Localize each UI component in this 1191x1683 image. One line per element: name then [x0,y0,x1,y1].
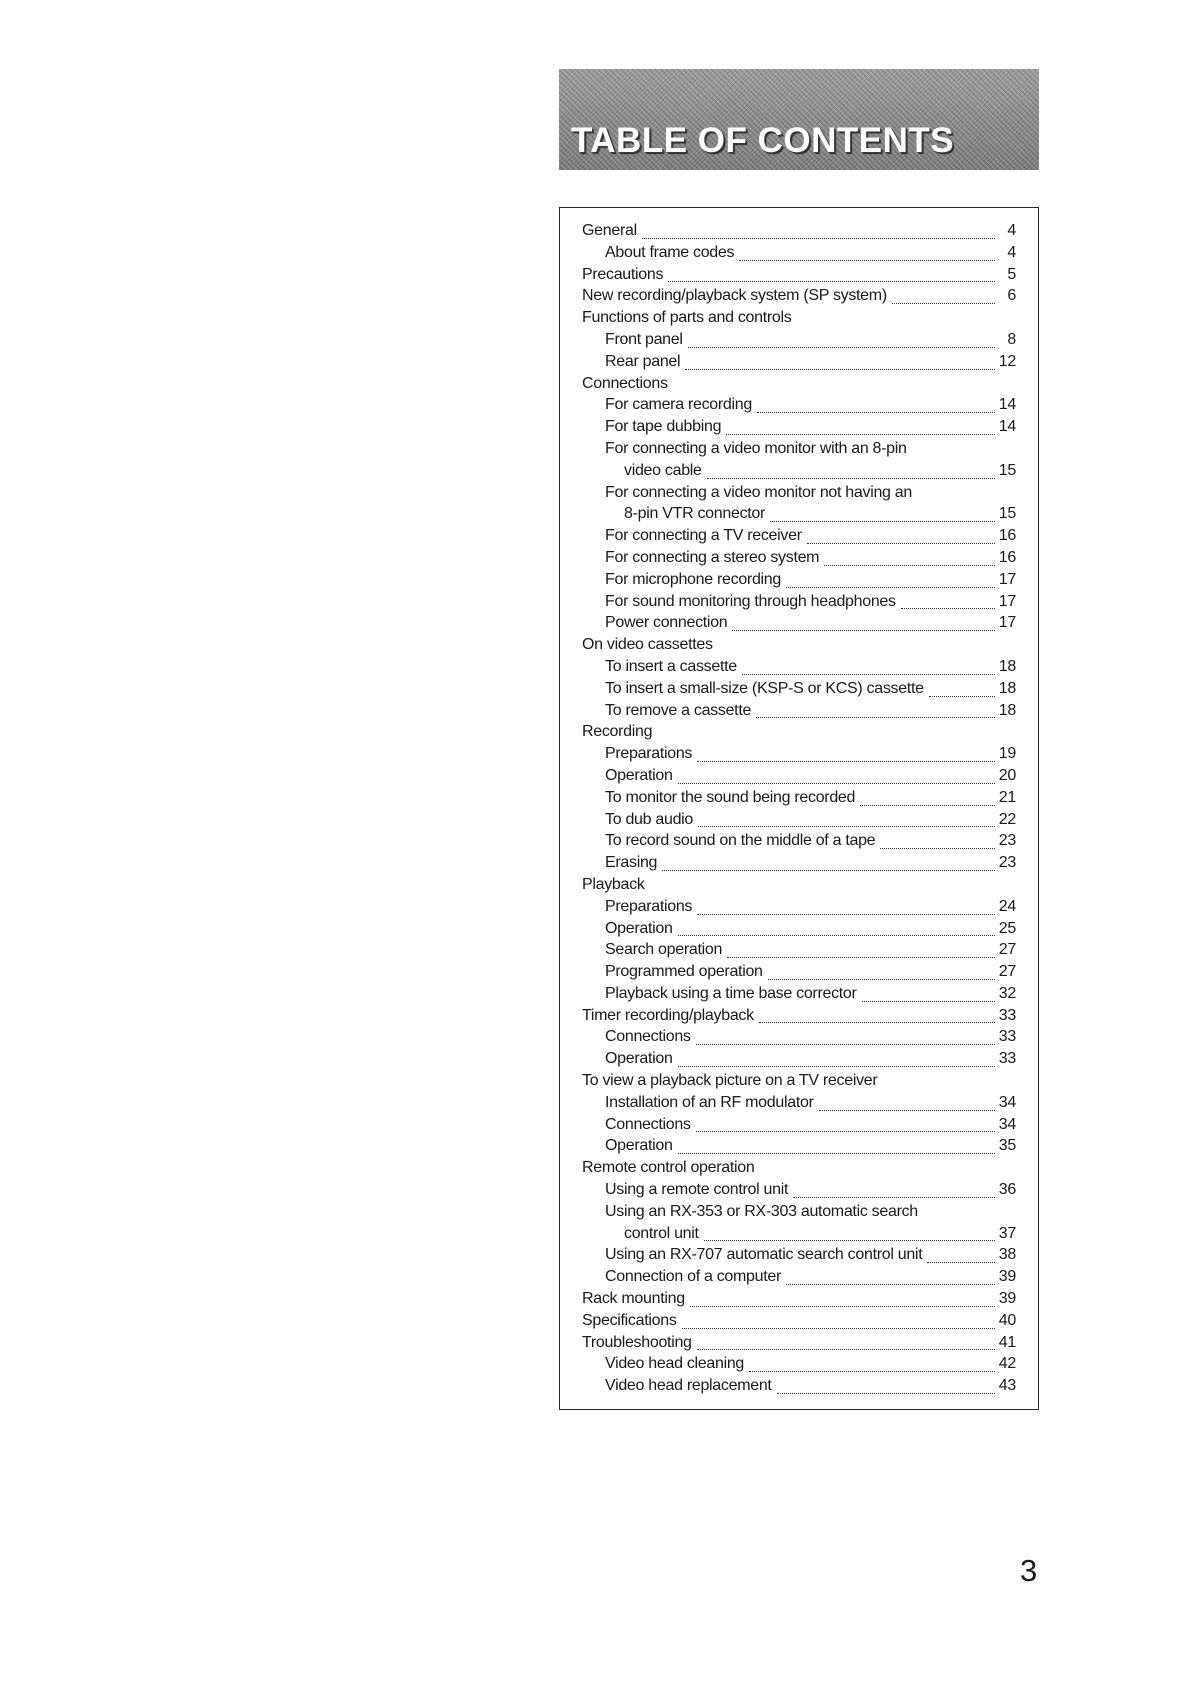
toc-entry-page: 40 [998,1311,1016,1329]
toc-entry-page: 33 [998,1050,1016,1068]
dot-leader [696,1130,995,1132]
toc-entry [582,1050,1016,1072]
header-band [559,69,1039,170]
toc-entry-page: 8 [1007,330,1016,348]
toc-entry-title: Using an RX-707 automatic search control unit [605,1246,923,1264]
toc-entry-title: 8-pin VTR connector [624,505,766,523]
toc-entry-page: 39 [998,1268,1016,1286]
toc-entry-title: Operation [605,1137,673,1155]
toc-entry [582,723,1016,745]
toc-entry [582,702,1016,724]
toc-entry [582,898,1016,920]
toc-entry [582,920,1016,942]
toc-entry [582,811,1016,833]
toc-entry-title: To view a playback picture on a TV receiver [582,1072,878,1090]
dot-leader [678,1065,995,1067]
toc-entry [582,1268,1016,1290]
page-number: 3 [1020,1553,1038,1588]
toc-entry [582,353,1016,375]
toc-entry-title: Remote control operation [582,1159,755,1177]
toc-entry [582,614,1016,636]
toc-entry-title: Rear panel [605,352,681,370]
toc-entry-title: For tape dubbing [605,418,722,436]
toc-entry [582,571,1016,593]
toc-entry [582,440,1016,462]
toc-entry [582,636,1016,658]
toc-entry-title: Using a remote control unit [605,1181,789,1199]
dot-leader [777,1392,995,1394]
toc-entry-title: Connections [605,1028,691,1046]
toc-entry-title: Using an RX-353 or RX-303 automatic search [605,1202,918,1220]
toc-entry-title: Operation [605,766,673,784]
toc-entry [582,593,1016,615]
toc-entry-title: Connection of a computer [605,1268,782,1286]
toc-entry [582,1334,1016,1356]
toc-entry-title: Timer recording/playback [582,1006,754,1024]
toc-entry-title: To insert a small-size (KSP-S or KCS) cassette [605,679,924,697]
toc-entry [582,1159,1016,1181]
toc-entry [582,1137,1016,1159]
toc-entry-page: 25 [998,919,1016,937]
toc-entry-title: control unit [624,1224,699,1242]
toc-entry-title: To record sound on the middle of a tape [605,832,876,850]
toc-entry-page: 39 [998,1290,1016,1308]
toc-entry-page: 23 [998,832,1016,850]
toc-entry-title: Front panel [605,330,683,348]
toc-entry-title: Preparations [605,745,693,763]
dot-leader [688,346,995,348]
toc-entry [582,331,1016,353]
toc-entry-page: 17 [998,592,1016,610]
toc-entry [582,1203,1016,1225]
toc-entry-page: 16 [998,548,1016,566]
toc-entry [582,375,1016,397]
toc-entry [582,767,1016,789]
dot-leader [757,411,995,413]
toc-entry [582,527,1016,549]
toc-entry-page: 41 [998,1333,1016,1351]
toc-entry-title: About frame codes [605,243,735,261]
toc-entry-title: For connecting a stereo system [605,548,820,566]
toc-entry-page: 38 [998,1246,1016,1264]
toc-entry-title: New recording/playback system (SP system) [582,287,887,305]
dot-leader [892,302,995,304]
dot-leader [678,934,995,936]
dot-leader [682,1327,995,1329]
dot-leader [690,1305,995,1307]
dot-leader [697,1348,995,1350]
toc-entry-page: 17 [998,614,1016,632]
toc-entry [582,1377,1016,1399]
dot-leader [759,1021,995,1023]
toc-entry-title: For connecting a TV receiver [605,527,802,545]
toc-entry-page: 36 [998,1181,1016,1199]
toc-entry-title: For sound monitoring through headphones [605,592,896,610]
toc-entry [582,309,1016,331]
toc-entry [582,1007,1016,1029]
toc-entry-page: 23 [998,854,1016,872]
toc-entry [582,244,1016,266]
dot-leader [726,433,995,435]
toc-entry-title: Playback using a time base corrector [605,984,857,1002]
toc-entry [582,396,1016,418]
toc-entry [582,462,1016,484]
toc-entry [582,985,1016,1007]
toc-list [582,222,1016,1399]
toc-entry [582,484,1016,506]
toc-entry [582,1094,1016,1116]
dot-leader [698,825,995,827]
toc-entry [582,745,1016,767]
toc-entry-title: For connecting a video monitor not having an [605,483,912,501]
toc-entry-title: For microphone recording [605,570,781,588]
dot-leader [662,869,995,871]
toc-entry-title: Connections [582,374,668,392]
toc-entry [582,266,1016,288]
dot-leader [862,1000,995,1002]
dot-leader [793,1196,995,1198]
dot-leader [697,760,995,762]
toc-entry [582,1072,1016,1094]
page-title: TABLE OF CONTENTS [571,121,955,160]
toc-entry-page: 12 [998,352,1016,370]
toc-entry-title: To insert a cassette [605,657,737,675]
dot-leader [768,978,995,980]
toc-entry-title: Recording [582,723,653,741]
dot-leader [696,1043,995,1045]
dot-leader [727,956,995,958]
toc-entry [582,941,1016,963]
toc-entry-page: 16 [998,527,1016,545]
toc-entry [582,287,1016,309]
dot-leader [927,1261,995,1263]
toc-entry-page: 27 [998,963,1016,981]
toc-box [559,207,1039,1410]
dot-leader [749,1370,995,1372]
toc-entry-page: 27 [998,941,1016,959]
toc-entry-page: 22 [998,810,1016,828]
toc-entry [582,1290,1016,1312]
dot-leader [668,280,995,282]
toc-entry-page: 14 [998,396,1016,414]
toc-entry [582,1225,1016,1247]
toc-entry-title: Preparations [605,897,693,915]
toc-entry [582,505,1016,527]
toc-entry-page: 33 [998,1006,1016,1024]
toc-entry-title: Operation [605,1050,673,1068]
toc-entry-title: On video cassettes [582,636,713,654]
toc-entry-title: Power connection [605,614,728,632]
dot-leader [929,695,995,697]
toc-entry-page: 5 [1007,265,1016,283]
toc-entry-title: Playback [582,875,645,893]
dot-leader [707,477,995,479]
toc-entry [582,658,1016,680]
toc-entry-page: 20 [998,766,1016,784]
toc-entry [582,549,1016,571]
toc-entry [582,854,1016,876]
toc-entry-title: To dub audio [605,810,694,828]
dot-leader [685,368,995,370]
toc-entry-page: 34 [998,1115,1016,1133]
toc-entry [582,1355,1016,1377]
dot-leader [786,1283,995,1285]
toc-entry-title: Programmed operation [605,963,763,981]
toc-entry [582,1116,1016,1138]
toc-entry-page: 4 [1007,243,1016,261]
toc-entry-page: 21 [998,788,1016,806]
dot-leader [678,782,995,784]
toc-entry-title: Connections [605,1115,691,1133]
dot-leader [824,564,995,566]
toc-entry [582,1246,1016,1268]
toc-entry-title: Rack mounting [582,1290,685,1308]
toc-entry-page: 42 [998,1355,1016,1373]
toc-entry [582,222,1016,244]
toc-entry-title: Operation [605,919,673,937]
toc-entry-page: 18 [998,701,1016,719]
toc-entry [582,1312,1016,1334]
toc-entry-page: 15 [998,461,1016,479]
toc-entry-page: 34 [998,1093,1016,1111]
toc-entry-title: For connecting a video monitor with an 8-pin [605,439,907,457]
toc-entry-page: 37 [998,1224,1016,1242]
toc-entry-title: Functions of parts and controls [582,309,792,327]
toc-entry-page: 15 [998,505,1016,523]
dot-leader [642,237,995,239]
toc-entry-title: Video head replacement [605,1377,772,1395]
toc-entry-title: Troubleshooting [582,1333,692,1351]
toc-entry-title: Precautions [582,265,664,283]
toc-entry-page: 19 [998,745,1016,763]
toc-entry-page: 43 [998,1377,1016,1395]
toc-entry-title: Erasing [605,854,658,872]
toc-entry [582,418,1016,440]
toc-entry [582,1181,1016,1203]
toc-entry-title: Video head cleaning [605,1355,745,1373]
dot-leader [732,629,995,631]
toc-entry [582,832,1016,854]
toc-entry [582,876,1016,898]
toc-entry-page: 14 [998,418,1016,436]
toc-entry [582,963,1016,985]
dot-leader [742,673,995,675]
toc-entry-title: video cable [624,461,702,479]
toc-entry-page: 18 [998,657,1016,675]
dot-leader [704,1239,995,1241]
dot-leader [860,804,995,806]
dot-leader [786,586,995,588]
toc-entry-title: To monitor the sound being recorded [605,788,856,806]
toc-entry-title: To remove a cassette [605,701,752,719]
dot-leader [756,716,995,718]
dot-leader [807,542,995,544]
dot-leader [678,1152,995,1154]
toc-entry-title: General [582,222,637,239]
toc-entry-title: For camera recording [605,396,752,414]
dot-leader [880,847,995,849]
toc-entry-page: 35 [998,1137,1016,1155]
dot-leader [697,913,995,915]
dot-leader [739,259,995,261]
toc-entry [582,1028,1016,1050]
toc-entry-page: 17 [998,570,1016,588]
toc-entry [582,680,1016,702]
toc-entry-page: 24 [998,897,1016,915]
toc-entry-title: Specifications [582,1311,677,1329]
toc-entry [582,789,1016,811]
toc-entry-page: 33 [998,1028,1016,1046]
toc-entry-page: 32 [998,984,1016,1002]
toc-entry-page: 6 [1007,287,1016,305]
dot-leader [901,607,995,609]
dot-leader [770,520,995,522]
toc-entry-page: 18 [998,679,1016,697]
dot-leader [819,1109,995,1111]
toc-entry-title: Installation of an RF modulator [605,1093,814,1111]
toc-entry-title: Search operation [605,941,723,959]
toc-entry-page: 4 [1007,222,1016,239]
